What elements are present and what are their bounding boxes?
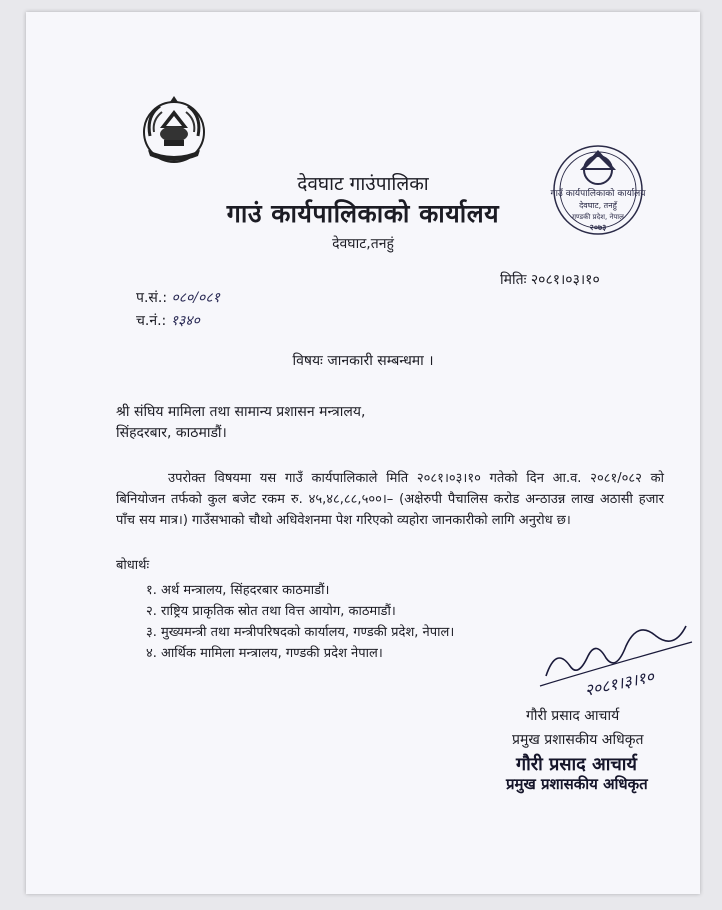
seal-text-line3: गण्डकी प्रदेश, नेपाल bbox=[572, 213, 624, 221]
cc-item: १. अर्थ मन्त्रालय, सिंहदरबार काठमाडौं। bbox=[146, 583, 330, 598]
recipient-line-1: श्री संघिय मामिला तथा सामान्य प्रशासन मन्त्रालय, bbox=[116, 404, 366, 420]
ps-label: प.सं.: bbox=[136, 290, 168, 306]
cc-item: २. राष्ट्रिय प्राकृतिक स्रोत तथा वित्त आयोग, काठमाडौं। bbox=[146, 604, 396, 619]
handwritten-signature bbox=[526, 606, 696, 702]
stamp-title: प्रमुख प्रशासकीय अधिकृत bbox=[506, 775, 648, 793]
recipient-line-2: सिंहदरबार, काठमाडौं। bbox=[116, 425, 227, 441]
office-title: गाउं कार्यपालिकाको कार्यालय bbox=[226, 199, 500, 228]
seal-year: २०७३ bbox=[589, 223, 607, 232]
nepal-emblem-icon bbox=[136, 92, 212, 168]
cn-value: १३४० bbox=[170, 313, 200, 329]
ps-value: ०८०/०८१ bbox=[171, 290, 220, 306]
office-address: देवघाट,तनहुं bbox=[332, 236, 394, 252]
letter-page bbox=[26, 12, 700, 894]
cc-item: ४. आर्थिक मामिला मन्त्रालय, गण्डकी प्रदेश नेपाल। bbox=[146, 646, 383, 661]
letter-subject: विषयः जानकारी सम्बन्धमा । bbox=[292, 353, 434, 369]
seal-text-line2: देवघाट, तनहुँ bbox=[579, 201, 617, 210]
cn-reference bbox=[136, 311, 200, 330]
letter-date: मितिः २०८१।०३।१० bbox=[500, 272, 600, 288]
signer-title: प्रमुख प्रशासकीय अधिकृत bbox=[512, 732, 644, 748]
signature-date: २०८१।३।१० bbox=[582, 666, 656, 700]
municipality-name: देवघाट गाउंपालिका bbox=[297, 173, 429, 195]
letter-body: उपरोक्त विषयमा यस गाउँ कार्यपालिकाले मिति २०८१।०३।१० गतेको दिन आ.व. २०८१/०८२ को बिनियोजन तर्फको कुल बजेट रकम रु. ४५,४८,८८,५००।– (अक्षेरुपी पैचालिस करोड अन्ठाउन्न लाख अठासी हजार पाँच सय मात्र।) गाउँसभाको चौथो अधिवेशनमा पेश गरिएको व्यहोरा जानकारीको लागि अनुरोध छ। bbox=[116, 471, 664, 528]
cn-label: च.नं.: bbox=[136, 313, 167, 329]
signer-name: गौरी प्रसाद आचार्य bbox=[526, 708, 620, 724]
cc-list bbox=[146, 580, 454, 664]
cc-label: बोधार्थः bbox=[116, 558, 150, 573]
cc-item: ३. मुख्यमन्त्री तथा मन्त्रीपरिषदको कार्यालय, गण्डकी प्रदेश, नेपाल। bbox=[146, 625, 455, 640]
ps-reference bbox=[136, 288, 220, 307]
stamp-name: गौरी प्रसाद आचार्य bbox=[516, 754, 637, 775]
seal-text-line1: गाउँ कार्यपालिकाको कार्यालय bbox=[550, 189, 646, 199]
